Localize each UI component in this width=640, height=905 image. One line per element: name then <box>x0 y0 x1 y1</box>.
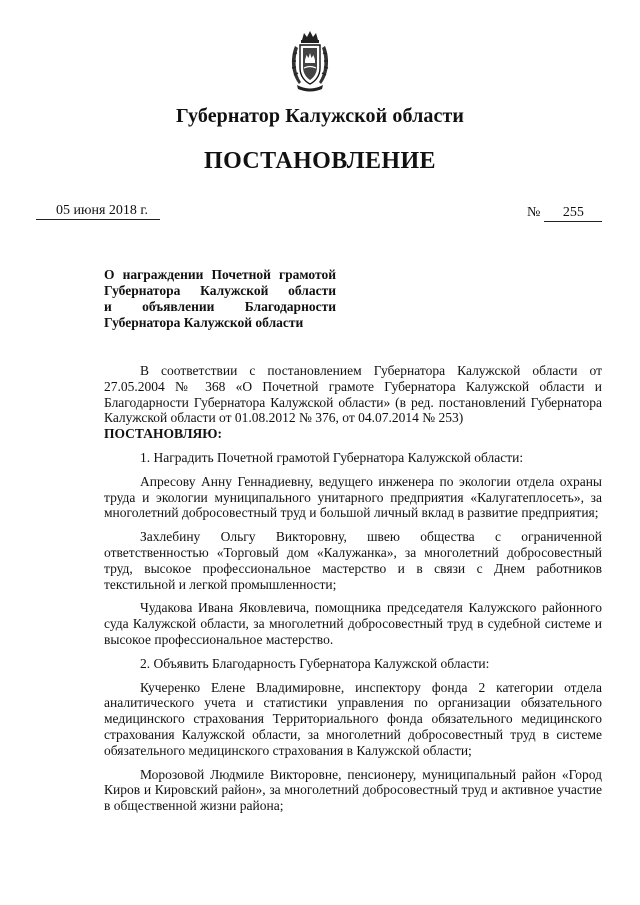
thanks-paragraph: Морозовой Людмиле Викторовне, пенсионеру, муниципальный район «Город Киров и Кировский район», за многолетний добросовестный труд и активное участие в общественной жизни района; <box>104 766 602 814</box>
award-paragraph: Захлебину Ольгу Викторовну, швею общества с ограниченной ответственностью «Торговый дом «Калужанка», за многолетний добросовестный труд, высокое профессиональное мастерство и в связи с Днем работников текстильной и легкой промышленности; <box>104 529 602 592</box>
number-value: 255 <box>544 204 602 222</box>
award-paragraph: Чудакова Ивана Яковлевича, помощника председателя Калужского районного суда Калужской области, за многолетний добросовестный труд в судебной системе и высокое профессиональное мастерство. <box>104 600 602 647</box>
document-type-title: ПОСТАНОВЛЕНИЕ <box>204 148 436 174</box>
award-paragraph: Апресову Анну Геннадиевну, ведущего инженера по экологии отдела охраны труда и экологии муниципального унитарного предприятия «Калугатеплосеть», за многолетний добросовестный труд и большой личный вклад в развитие предприятия; <box>104 473 602 521</box>
issuing-authority: Губернатор Калужской области <box>175 105 465 127</box>
document-body <box>104 363 602 814</box>
item-1-heading: 1. Наградить Почетной грамотой Губернатора Калужской области: <box>140 449 524 465</box>
preamble-paragraph: В соответствии с постановлением Губернатора Калужской области от 27.05.2004 № 368 «О Почетной грамоте Губернатора Калужской области и Благодарности Губернатора Калужской области» (в ред. постановлений Губернатора Калужской области от 01.08.2012 № 376, от 04.07.2014 № 253) <box>104 363 602 426</box>
subject-line: Губернатора Калужской области <box>104 315 304 330</box>
subject-line: Губернатора Калужской области <box>104 283 336 298</box>
number-sign: № <box>527 205 541 220</box>
document-date: 05 июня 2018 г. <box>36 202 160 220</box>
thanks-paragraph: Кучеренко Елене Владимировне, инспектору фонда 2 категории отдела аналитического учета и статистики управления по организации обязательного медицинского страхования Территориального фонда обязательного медицинского страхования Калужской области, за многолетний добросовестный труд в системе обязательного медицинского страхования в Калужской области; <box>104 679 602 758</box>
document-subject <box>104 267 336 331</box>
document-number <box>527 204 602 222</box>
coat-of-arms-emblem <box>289 30 331 94</box>
subject-line: и объявлении Благодарности <box>104 299 336 314</box>
subject-line: О награждении Почетной грамотой <box>104 267 336 282</box>
decree-word: ПОСТАНОВЛЯЮ: <box>104 426 222 442</box>
item-2-heading: 2. Объявить Благодарность Губернатора Калужской области: <box>140 655 490 671</box>
